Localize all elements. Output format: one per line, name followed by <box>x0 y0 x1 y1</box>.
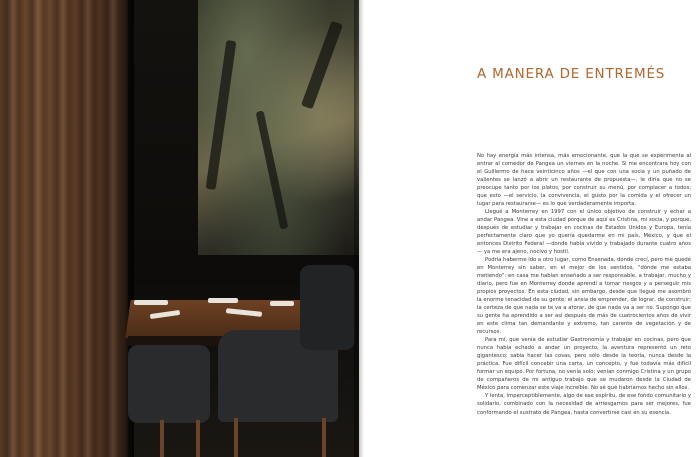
plate <box>270 301 294 306</box>
paragraph: Llegué a Monterrey en 1997 con el único objetivo de construir y echar a andar Pangea. Vine a esta ciudad porque de aquí es Cristina, mi socia, y porque, después de estudiar y trabajar en cocinas de Estados Unidos y Europa, tenía perfectamente claro que yo quería quedarme en mi país, México, y que el entonces Distrito Federal —donde había vivido y trabajado durante cuatro años— ya me era ajeno, nocivo y hostil. <box>477 209 691 256</box>
painting-stroke <box>256 110 289 229</box>
chapter-body <box>477 152 691 417</box>
chair-leg <box>322 418 326 457</box>
abstract-painting <box>198 0 359 255</box>
paragraph: Y lenta, imperceptiblemente, algo de ese espíritu, de ese fondo comunitario y solidario, combinado con la necesidad de arriesgarnos para ser mejores, fue conformando el sustrato de Pangea, hasta convertirse casi en su esencia. <box>477 393 691 416</box>
chapter-title: A MANERA DE ENTREMÉS <box>477 66 666 82</box>
paragraph: No hay energía más intensa, más emocionante, que la que se experimenta al entrar al comedor de Pangea un viernes en la noche. Si me encontrara hoy con el Guillermo de hace veinticinco años —el que con una socia y un puñado de valientes se lanzó a abrir un restaurante de propuesta—, le diría que no se preocupe tanto por los platos, por construir su menú, por complacer a todos; que esto —el servicio, la convivencia, el gusto por la comida y el ofrecer un lugar para restaurarse— es lo que verdaderamente importa. <box>477 153 691 208</box>
curtain <box>0 0 128 457</box>
chair-leg <box>160 420 164 457</box>
chair <box>128 345 210 423</box>
chair <box>300 265 355 350</box>
paragraph: Para mí, que venía de estudiar Gastronomía y trabajar en cocinas, pero que nunca había echado a andar un proyecto, la aventura representó un reto gigantesco: sabía hacer las cosas, pero sólo desde la teoría, nunca desde la práctica. Fue difícil concebir una carta, un concepto, y fue todavía más difícil formar un equipo. Por fortuna, no venía solo: venían conmigo Cristina y un grupo de compañeros de mi antiguo trabajo que se mudaron desde la Ciudad de México para comenzar este viaje increíble. No sé qué habríamos hecho sin ellos. <box>477 337 691 392</box>
page-gutter <box>354 0 364 457</box>
chair-leg <box>234 418 238 457</box>
napkin <box>134 300 168 305</box>
painting-stroke <box>301 21 343 110</box>
chair-leg <box>196 420 200 457</box>
paragraph: Podría haberme ido a otro lugar, como Ensenada, donde crecí, pero me quedé en Monterrey sin saber, en el mejor de los sentidos, "dónde me estaba metiendo": en casa me habían enseñado a ser responsable, a trabajar, mucho y diario, pero fue en Monterrey donde aprendí a tomar riesgos y a perseguir mis propios proyectos. En esta ciudad, sin embargo, desde que llegué me asombró la enorme tenacidad de su gente; el ansia de emprender, de lograr, de construir; la certeza de que nada se te va a atorar, de que nada va a ser no. Supongo que su gente ha aprendido a ser así después de más de cuatrocientos años de vivir en este clima tan demandante y extremo, tan carente de vegetación y de recursos. <box>477 257 691 336</box>
napkin <box>208 298 238 303</box>
painting-stroke <box>206 40 237 190</box>
